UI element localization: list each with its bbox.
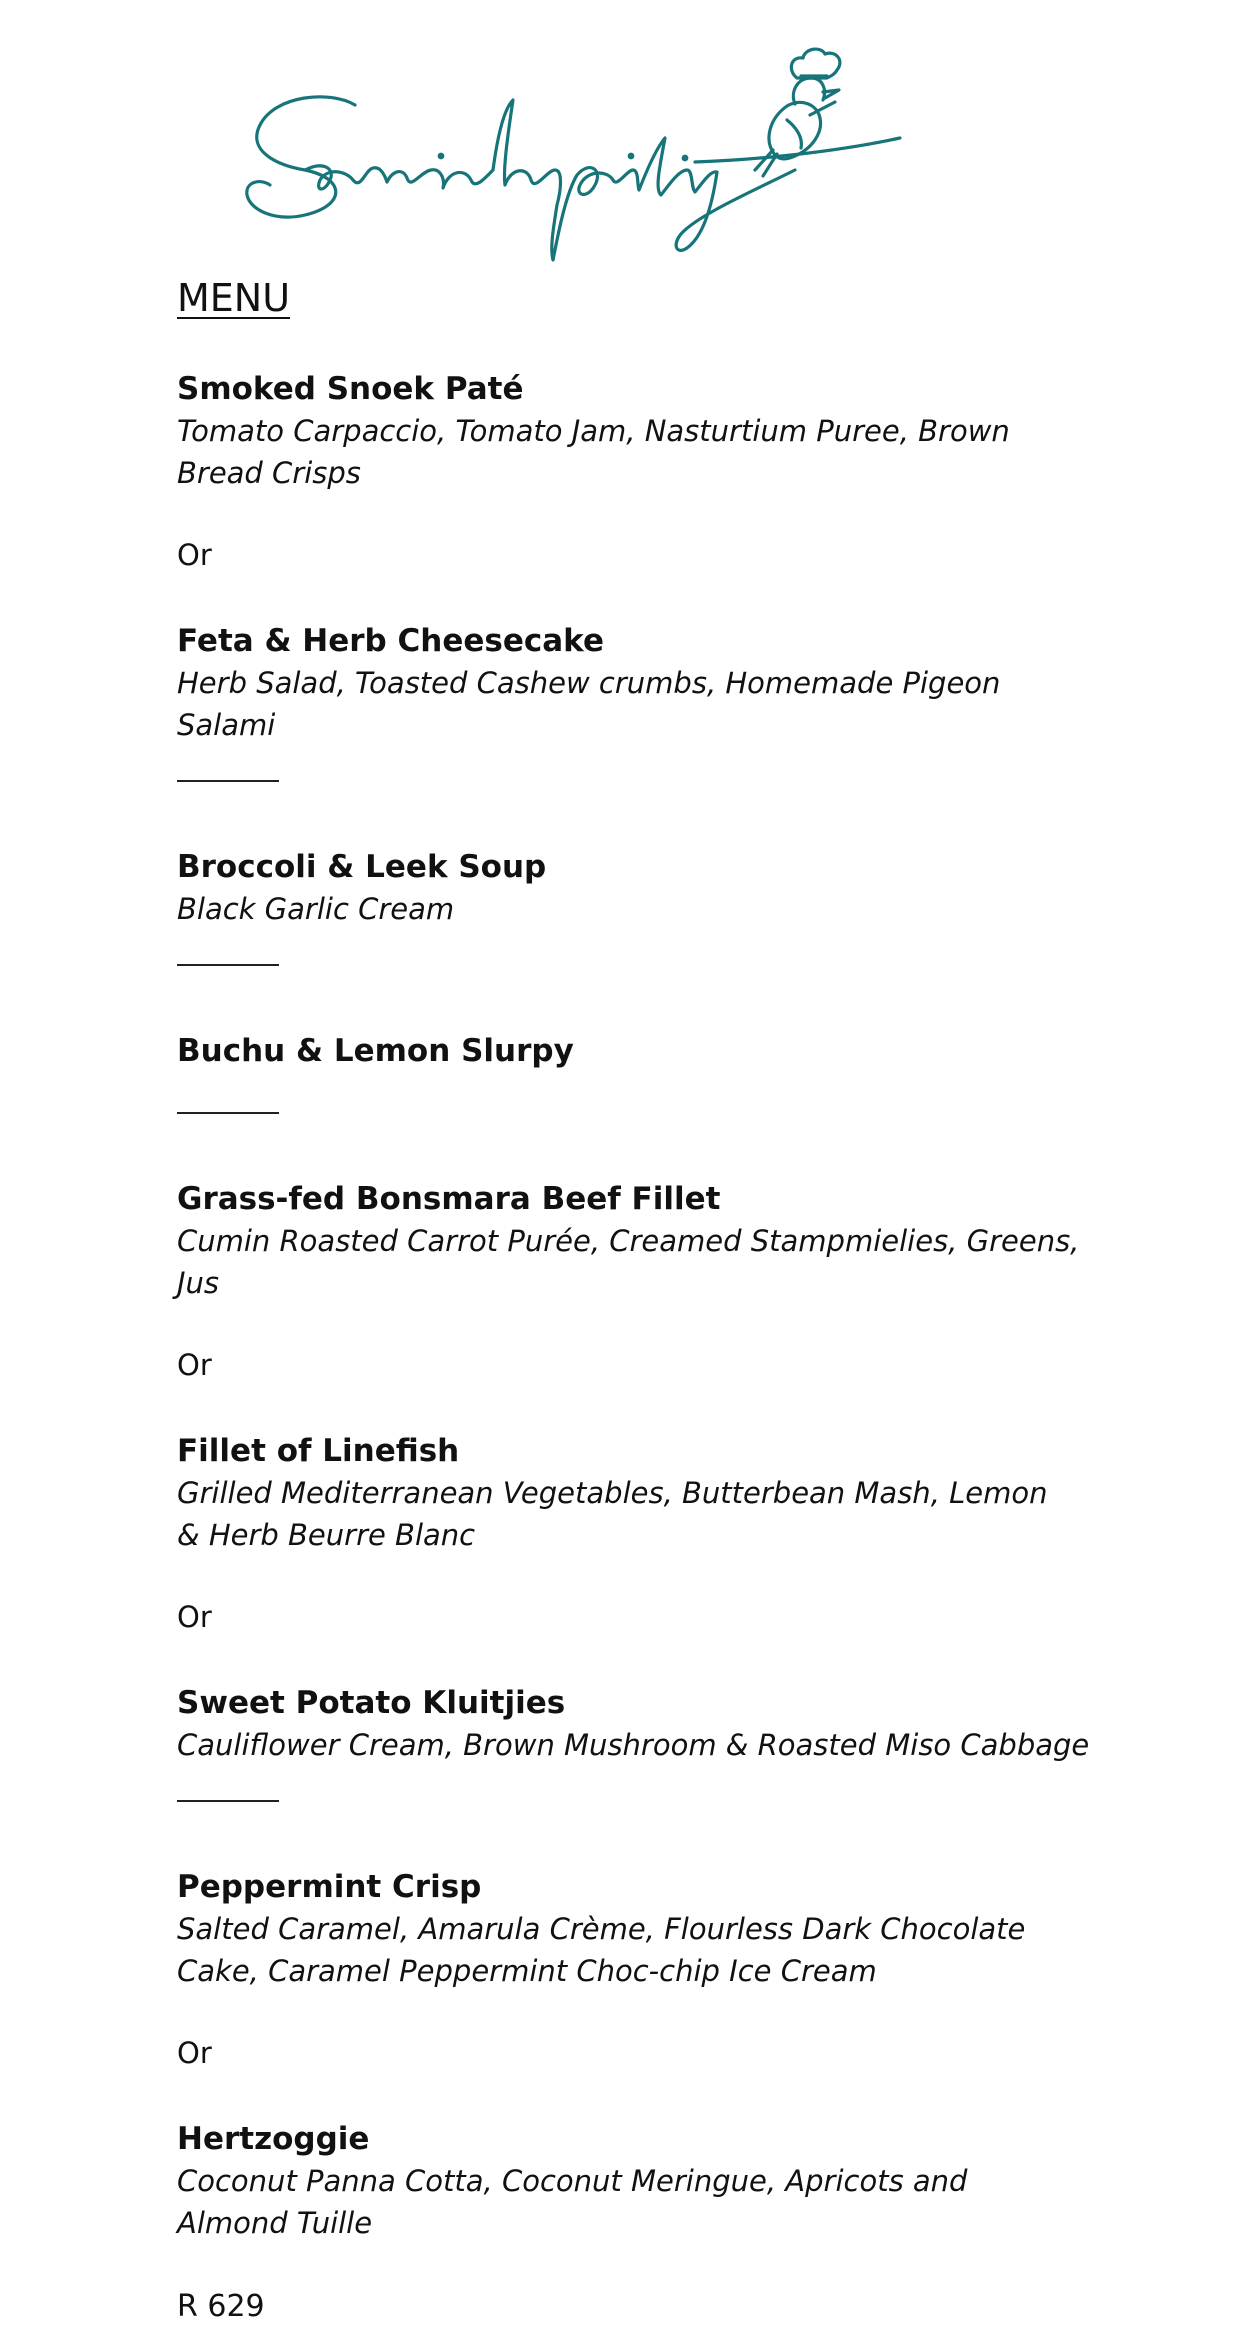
dish-description: Tomato Carpaccio, Tomato Jam, Nasturtium Puree, Brown Bread Crisps — [177, 413, 1010, 490]
menu-item — [177, 1682, 1097, 1766]
section-divider — [177, 964, 279, 966]
menu-section-desserts — [177, 1866, 1097, 2244]
menu-item — [177, 620, 1097, 746]
dish-name: Feta & Herb Cheesecake — [177, 622, 604, 659]
menu-section-starters — [177, 368, 1097, 746]
dish-name: Sweet Potato Kluitjies — [177, 1684, 566, 1721]
menu-item — [177, 1030, 1097, 1072]
dish-description: Grilled Mediterranean Vegetables, Butterbean Mash, Lemon & Herb Beurre Blanc — [177, 1475, 1048, 1552]
menu-section-mains — [177, 1178, 1097, 1766]
dish-name: Broccoli & Leek Soup — [177, 848, 547, 885]
dish-name: Grass-fed Bonsmara Beef Fillet — [177, 1180, 721, 1217]
dish-name: Hertzoggie — [177, 2120, 370, 2157]
dish-description: Coconut Panna Cotta, Coconut Meringue, Apricots and Almond Tuille — [177, 2163, 968, 2240]
dish-name: Smoked Snoek Paté — [177, 370, 524, 407]
dish-description: Salted Caramel, Amarula Crème, Flourless Dark Chocolate Cake, Caramel Peppermint Choc-chip Ice Cream — [177, 1911, 1026, 1988]
menu-title: MENU — [177, 276, 291, 320]
menu-item — [177, 846, 1097, 930]
section-divider — [177, 780, 279, 782]
menu-section-soup — [177, 846, 1097, 930]
or-separator: Or — [177, 537, 212, 572]
or-separator: Or — [177, 1347, 212, 1382]
dish-description: Cumin Roasted Carrot Purée, Creamed Stampmielies, Greens, Jus — [177, 1223, 1080, 1300]
menu-item — [177, 368, 1097, 494]
section-divider — [177, 1800, 279, 1802]
menu-item — [177, 1866, 1097, 1992]
dish-description: Herb Salad, Toasted Cashew crumbs, Homemade Pigeon Salami — [177, 665, 1001, 742]
menu-content — [177, 278, 1097, 2328]
dish-name: Fillet of Linefish — [177, 1432, 460, 1469]
or-separator: Or — [177, 2035, 212, 2070]
section-divider — [177, 1112, 279, 1114]
menu-price: R 629 — [177, 2288, 265, 2324]
menu-item — [177, 2118, 1097, 2244]
or-separator: Or — [177, 1599, 212, 1634]
dish-name: Buchu & Lemon Slurpy — [177, 1032, 574, 1069]
serendipity-logo — [235, 20, 915, 270]
menu-item — [177, 1430, 1097, 1556]
menu-section-palate-cleanser — [177, 1030, 1097, 1072]
dish-description: Cauliflower Cream, Brown Mushroom & Roasted Miso Cabbage — [177, 1727, 1090, 1762]
menu-item — [177, 1178, 1097, 1304]
dish-description: Black Garlic Cream — [177, 891, 455, 926]
dish-name: Peppermint Crisp — [177, 1868, 482, 1905]
